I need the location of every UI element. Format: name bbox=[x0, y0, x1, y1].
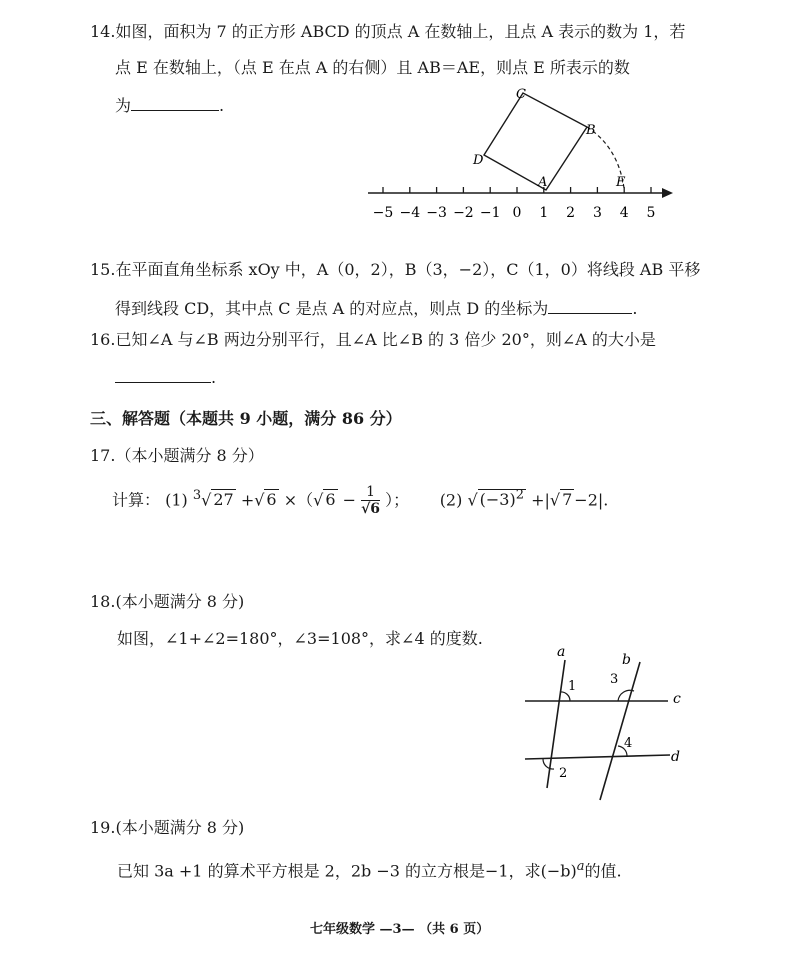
q17-cube-root-index: 3 bbox=[192, 488, 202, 503]
q18-text: 如图，∠1+∠2=180°，∠3=108°，求∠4 的度数. bbox=[117, 629, 483, 648]
q14-number: 14. bbox=[90, 22, 116, 41]
q15-answer-blank[interactable] bbox=[548, 297, 632, 314]
q17-radicand-7: 7 bbox=[562, 490, 573, 510]
label-line-a: a bbox=[557, 644, 566, 660]
tick-label: −2 bbox=[453, 205, 474, 221]
q14-figure bbox=[360, 82, 690, 227]
q15-line1 bbox=[90, 260, 700, 280]
q17-prefix: 计算： bbox=[112, 490, 161, 510]
q19-header bbox=[90, 818, 244, 838]
q17-expression: 计算： (1) $^3$√ 27 +√ 6 ×（√ 6 − $\frac{1}{√6}$ ）； (2) √ $(-3)^2$ +|√ 7 −2|. bbox=[112, 484, 609, 518]
q16-text-1: 已知∠A 与∠B 两边分别平行，且∠A 比∠B 的 3 倍少 20°，则∠A 的大小是 bbox=[115, 330, 656, 349]
label-E: E bbox=[616, 175, 626, 190]
q19-number: 19. bbox=[90, 818, 116, 837]
label-line-c: c bbox=[673, 691, 681, 707]
q15-number: 15. bbox=[90, 260, 116, 279]
q19-exponent: a bbox=[576, 859, 585, 874]
q17-abs-tail: −2|. bbox=[574, 490, 609, 510]
q18-score: (本小题满分 8 分) bbox=[115, 592, 245, 611]
q15-period: . bbox=[632, 299, 638, 318]
q17-number: 17. bbox=[90, 446, 116, 465]
tick-label: 1 bbox=[539, 205, 549, 221]
q14-text-1: 如图，面积为 7 的正方形 ABCD 的顶点 A 在数轴上，且点 A 表示的数为 1，若 bbox=[115, 22, 686, 41]
q17-close: ）； bbox=[385, 490, 410, 510]
q18-header bbox=[90, 592, 244, 612]
q14-answer-blank[interactable] bbox=[131, 94, 219, 111]
q14-line3 bbox=[115, 94, 224, 116]
number-line-ticks bbox=[373, 187, 656, 221]
tick-label: −5 bbox=[372, 205, 394, 221]
q15-text-1: 在平面直角坐标系 xOy 中，A（0，2），B（3，−2），C（1，0）将线段 AB 平移 bbox=[115, 260, 701, 279]
q19-score: (本小题满分 8 分) bbox=[115, 818, 245, 837]
square-abcd bbox=[484, 93, 587, 190]
q19-text-a: 已知 3a +1 的算术平方根是 2，2b −3 的立方根是−1，求(−b) bbox=[117, 861, 577, 881]
q19-text bbox=[117, 857, 622, 881]
label-line-d: d bbox=[671, 749, 680, 765]
label-A: A bbox=[538, 175, 548, 190]
q17-times: ×（ bbox=[283, 490, 314, 510]
label-angle-2: 2 bbox=[559, 766, 568, 781]
q15-text-2: 得到线段 CD，其中点 C 是点 A 的对应点，则点 D 的坐标为 bbox=[115, 299, 549, 318]
q17-abs-open: +| bbox=[531, 490, 550, 510]
q14-line2: 点 E 在数轴上，（点 E 在点 A 的右侧）且 AB＝AE，则点 E 所表示的数 bbox=[115, 58, 630, 77]
q17-radicand-6b: 6 bbox=[325, 490, 336, 510]
tick-label: 4 bbox=[619, 205, 629, 221]
section-3-heading: 三、解答题（本题共 9 小题，满分 86 分） bbox=[90, 409, 402, 428]
q19-text-b: 的值. bbox=[584, 861, 622, 881]
angle-2-arc bbox=[543, 759, 554, 769]
label-B: B bbox=[586, 123, 596, 138]
q16-number: 16. bbox=[90, 330, 116, 349]
q17-fraction bbox=[361, 484, 380, 517]
q17-radicand-27: 27 bbox=[213, 490, 234, 510]
q17-fraction-numerator: 1 bbox=[361, 484, 380, 501]
q17-neg3: (−3) bbox=[479, 490, 516, 510]
tick-label: 3 bbox=[592, 205, 602, 221]
q18-figure bbox=[510, 640, 710, 805]
tick-label: 0 bbox=[512, 205, 522, 221]
q17-radicand-neg3 bbox=[478, 489, 526, 509]
line-d bbox=[525, 755, 670, 759]
q14-period: . bbox=[219, 96, 225, 115]
q16-answer-blank[interactable] bbox=[115, 366, 211, 383]
q16-line2 bbox=[115, 366, 216, 388]
page-footer: 七年级数学 —3— （共 6 页） bbox=[310, 922, 490, 937]
q17-part1-label: (1) bbox=[165, 490, 188, 510]
q17-part2-label: (2) bbox=[439, 490, 463, 510]
label-angle-3: 3 bbox=[610, 672, 619, 687]
q16-line1 bbox=[90, 330, 656, 350]
q14-line3-text: 为 bbox=[115, 96, 132, 115]
tick-label: 2 bbox=[566, 205, 576, 221]
label-C: C bbox=[516, 87, 526, 102]
label-D: D bbox=[473, 153, 484, 168]
tick-label: 5 bbox=[646, 205, 656, 221]
q16-period: . bbox=[211, 368, 217, 387]
tick-label: −1 bbox=[479, 205, 501, 221]
tick-label: −3 bbox=[426, 205, 447, 221]
tick-label: −4 bbox=[399, 205, 421, 221]
q17-plus: + bbox=[240, 490, 255, 510]
q14-line1 bbox=[90, 22, 685, 42]
number-line-arrow bbox=[662, 188, 673, 198]
q17-square-exp: 2 bbox=[515, 488, 524, 503]
line-b bbox=[600, 662, 640, 800]
q17-score: （本小题满分 8 分） bbox=[115, 446, 264, 465]
q15-line2 bbox=[115, 297, 637, 319]
q18-number: 18. bbox=[90, 592, 116, 611]
label-angle-1: 1 bbox=[568, 679, 577, 694]
label-line-b: b bbox=[622, 652, 631, 668]
q17-radicand-6a: 6 bbox=[266, 490, 277, 510]
q17-fraction-denominator: √6 bbox=[361, 501, 381, 518]
q17-header bbox=[90, 446, 264, 466]
label-angle-4: 4 bbox=[624, 736, 633, 751]
q17-minus: − bbox=[342, 490, 357, 510]
